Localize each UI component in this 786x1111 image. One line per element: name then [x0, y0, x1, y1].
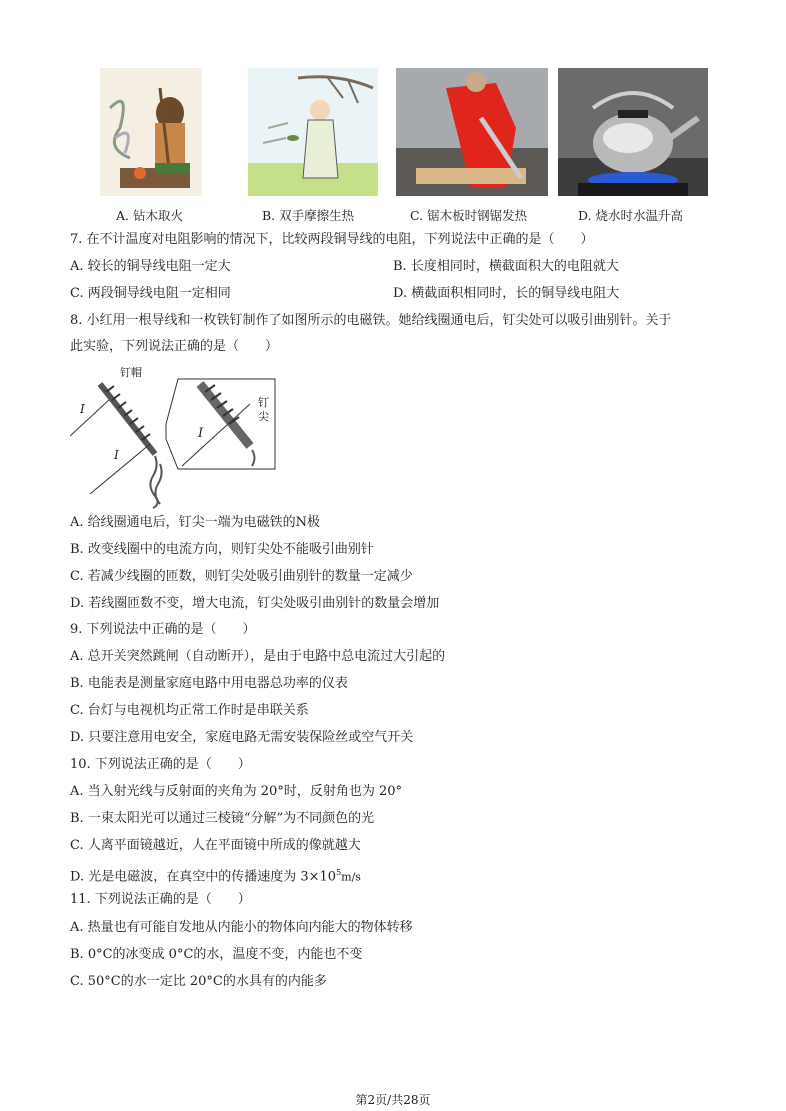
q10-option-d-exponent: 5 — [336, 868, 342, 877]
sawing-wood-picture — [396, 68, 548, 196]
label-current-2: I — [114, 448, 119, 462]
label-nail-tip-1: 钉 — [258, 396, 269, 409]
q8-option-c: C. 若减少线圈的匝数，则钉尖处吸引曲别针的数量一定减少 — [70, 569, 413, 584]
label-nail-tip-2: 尖 — [258, 410, 269, 423]
q10-option-d-text: D. 光是电磁波，在真空中的传播速度为 3×10 — [70, 869, 337, 885]
drilling-wood-fire-picture — [100, 68, 202, 196]
q11-option-a: A. 热量也有可能自发地从内能小的物体向内能大的物体转移 — [70, 920, 413, 935]
q11-option-c: C. 50°C的水一定比 20°C的水具有的内能多 — [70, 974, 327, 989]
q9-option-b: B. 电能表是测量家庭电路中用电器总功率的仪表 — [70, 676, 348, 691]
label-current-1: I — [80, 402, 85, 416]
q10-option-d-unit: m/s — [341, 870, 361, 884]
label-nail-cap: 钉帽 — [120, 366, 142, 379]
image-caption-b: B. 双手摩擦生热 — [262, 208, 355, 223]
q10-option-b: B. 一束太阳光可以通过三棱镜“分解”为不同颜色的光 — [70, 811, 375, 826]
question-8-stem-line1: 8. 小红用一根导线和一枚铁钉制作了如图所示的电磁铁。她给线圈通电后，钉尖处可以吸引曲别针。关于 — [70, 313, 672, 328]
question-9-stem: 9. 下列说法中正确的是（ ） — [70, 622, 256, 637]
boiling-kettle-picture — [558, 68, 708, 196]
question-11-stem: 11. 下列说法正确的是（ ） — [70, 892, 251, 907]
q8-option-b: B. 改变线圈中的电流方向，则钉尖处不能吸引曲别针 — [70, 542, 374, 557]
q9-option-c: C. 台灯与电视机均正常工作时是串联关系 — [70, 703, 309, 718]
q9-option-d: D. 只要注意用电安全，家庭电路无需安装保险丝或空气开关 — [70, 730, 414, 745]
q10-option-c: C. 人离平面镜越近，人在平面镜中所成的像就越大 — [70, 838, 361, 853]
q7-option-b: B. 长度相同时，横截面积大的电阻就大 — [393, 259, 619, 274]
page-footer: 第2页/共28页 — [355, 1093, 431, 1107]
question-8-stem-line2: 此实验，下列说法正确的是（ ） — [70, 339, 279, 354]
q10-option-a: A. 当入射光线与反射面的夹角为 20°时，反射角也为 20° — [70, 784, 403, 799]
q7-option-d: D. 横截面积相同时，长的铜导线电阻大 — [393, 286, 620, 301]
q7-option-c: C. 两段铜导线电阻一定相同 — [70, 286, 231, 301]
q9-option-a: A. 总开关突然跳闸（自动断开），是由于电路中总电流过大引起的 — [70, 649, 446, 664]
q7-option-a: A. 较长的铜导线电阻一定大 — [70, 259, 231, 274]
q10-option-d — [70, 864, 361, 886]
image-caption-c: C. 锯木板时钢锯发热 — [410, 208, 528, 223]
q8-option-d: D. 若线圈匝数不变，增大电流，钉尖处吸引曲别针的数量会增加 — [70, 596, 440, 611]
question-7-stem: 7. 在不计温度对电阻影响的情况下，比较两段铜导线的电阻，下列说法中正确的是（ ） — [70, 232, 594, 247]
electromagnet-figure — [70, 364, 280, 509]
rubbing-hands-picture — [248, 68, 378, 196]
image-caption-d: D. 烧水时水温升高 — [578, 208, 684, 223]
label-current-3: I — [198, 426, 204, 441]
q8-option-a: A. 给线圈通电后，钉尖一端为电磁铁的N极 — [70, 515, 321, 530]
q11-option-b: B. 0°C的冰变成 0°C的水，温度不变，内能也不变 — [70, 947, 363, 962]
question-10-stem: 10. 下列说法正确的是（ ） — [70, 757, 251, 772]
image-caption-a: A. 钻木取火 — [116, 208, 183, 223]
